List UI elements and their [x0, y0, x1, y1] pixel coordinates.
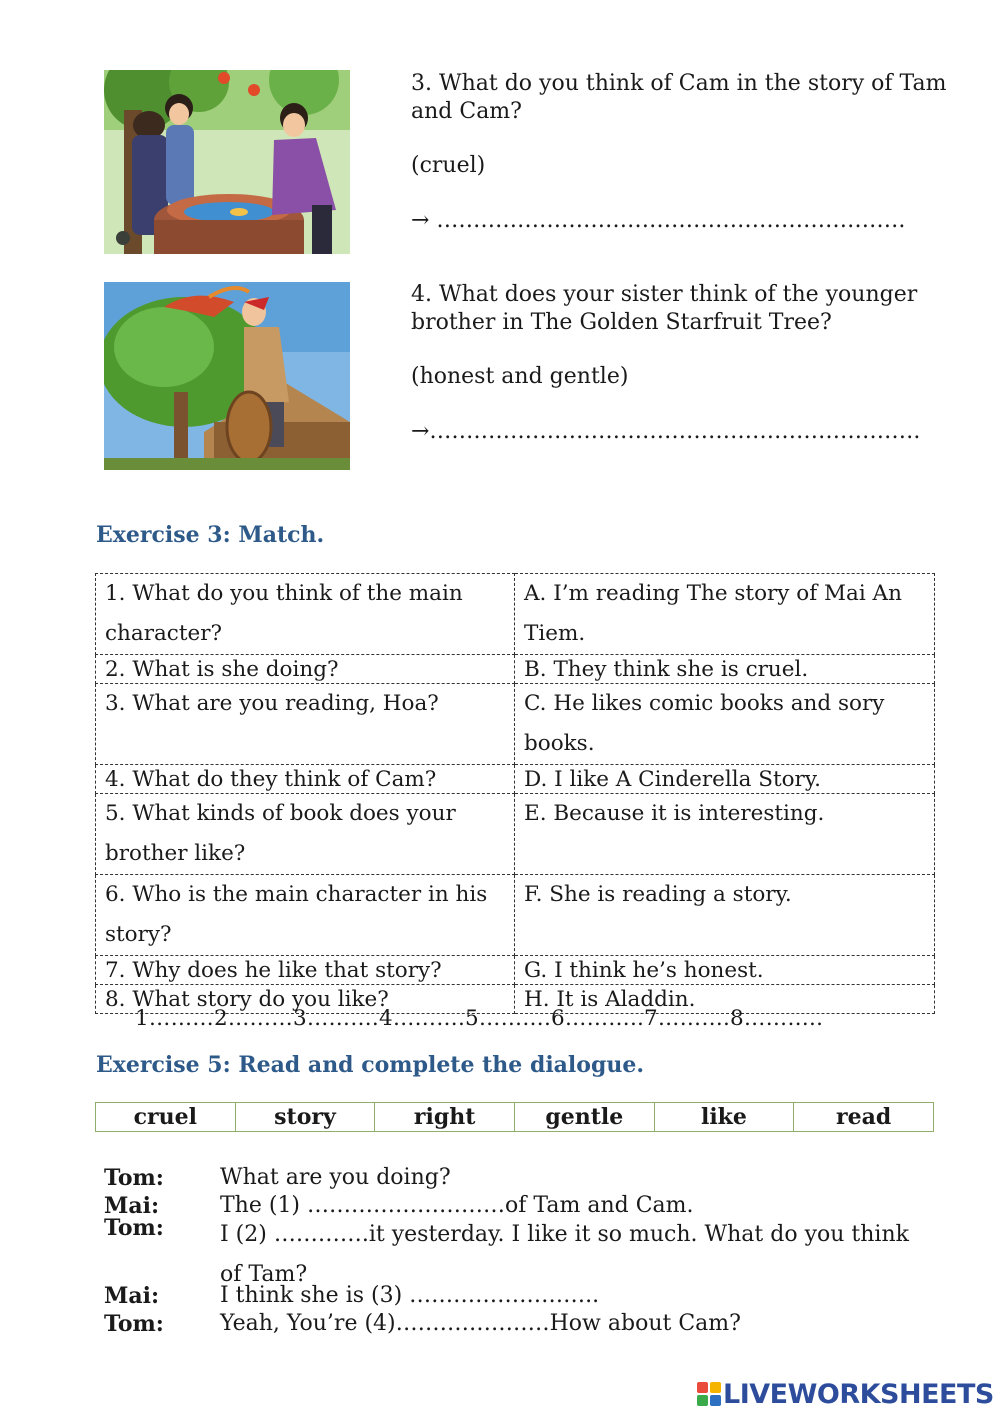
dialogue — [104, 1165, 910, 1339]
dialogue-text[interactable]: The (1) ………………………of Tam and Cam. — [220, 1193, 694, 1218]
logo-text: LIVEWORKSHEETS — [723, 1378, 994, 1410]
table-row — [96, 655, 935, 684]
answer-line[interactable]: →…………………………………………………………. — [411, 418, 921, 444]
match-answer: A. I’m reading The story of Mai An Tiem. — [515, 574, 935, 655]
word-bank-item: read — [794, 1103, 934, 1132]
table-row — [96, 574, 935, 655]
match-question: 8. What story do you like? — [96, 985, 515, 1014]
speaker: Tom: — [104, 1215, 164, 1241]
match-answer: B. They think she is cruel. — [515, 655, 935, 684]
dialogue-line — [104, 1165, 910, 1193]
answer-line[interactable]: → ………………………………………………………. — [411, 207, 906, 233]
table-row — [96, 794, 935, 875]
starfruit-tree-illustration — [104, 282, 350, 470]
dialogue-line — [104, 1283, 910, 1311]
well-story-illustration — [104, 70, 350, 254]
match-question: 2. What is she doing? — [96, 655, 515, 684]
exercise-5-title: Exercise 5: Read and complete the dialogue. — [96, 1052, 645, 1078]
match-question: 3. What are you reading, Hoa? — [96, 684, 515, 765]
speaker: Tom: — [104, 1165, 164, 1191]
match-answer: H. It is Aladdin. — [515, 985, 935, 1014]
match-question: 5. What kinds of book does your brother like? — [96, 794, 515, 875]
match-question: 6. Who is the main character in his story? — [96, 875, 515, 956]
question-hint: (cruel) — [411, 153, 486, 178]
dialogue-text[interactable]: I think she is (3) …………………….. — [220, 1283, 600, 1308]
word-bank-item: right — [375, 1103, 515, 1132]
match-question: 1. What do you think of the main character? — [96, 574, 515, 655]
question-3 — [411, 70, 951, 234]
question-hint: (honest and gentle) — [411, 364, 629, 389]
table-row — [96, 684, 935, 765]
logo-mark-icon — [697, 1382, 721, 1406]
word-bank-item: like — [654, 1103, 794, 1132]
speaker: Mai: — [104, 1193, 160, 1219]
dialogue-line — [104, 1311, 910, 1339]
match-answer: G. I think he’s honest. — [515, 956, 935, 985]
liveworksheets-logo — [697, 1378, 994, 1410]
speaker: Tom: — [104, 1311, 164, 1337]
match-answer: D. I like A Cinderella Story. — [515, 765, 935, 794]
question-text: 4. What does your sister think of the younger brother in The Golden Starfruit Tree? — [411, 282, 918, 335]
match-question: 7. Why does he like that story? — [96, 956, 515, 985]
dialogue-text[interactable]: I (2) ………….it yesterday. I like it so much. What do you think of Tam? — [220, 1222, 909, 1287]
word-bank-item: cruel — [96, 1103, 236, 1132]
table-row — [96, 765, 935, 794]
question-text: 3. What do you think of Cam in the story of Tam and Cam? — [411, 71, 947, 124]
dialogue-line — [104, 1215, 910, 1287]
word-bank-item: story — [235, 1103, 375, 1132]
match-question: 4. What do they think of Cam? — [96, 765, 515, 794]
match-answer: F. She is reading a story. — [515, 875, 935, 956]
table-row — [96, 875, 935, 956]
match-answer-blanks[interactable]: 1………2………3……….4……….5……….6………..7……….8……….. — [135, 1006, 824, 1031]
question-4 — [411, 281, 951, 445]
dialogue-text: What are you doing? — [220, 1165, 451, 1190]
speaker: Mai: — [104, 1283, 160, 1309]
table-row — [96, 956, 935, 985]
word-bank-item: gentle — [514, 1103, 654, 1132]
match-answer: C. He likes comic books and sory books. — [515, 684, 935, 765]
match-answer: E. Because it is interesting. — [515, 794, 935, 875]
exercise-3-title: Exercise 3: Match. — [96, 522, 325, 548]
dialogue-text[interactable]: Yeah, You’re (4)…………………How about Cam? — [220, 1311, 741, 1336]
matching-table — [95, 573, 935, 1014]
word-bank — [95, 1102, 934, 1132]
